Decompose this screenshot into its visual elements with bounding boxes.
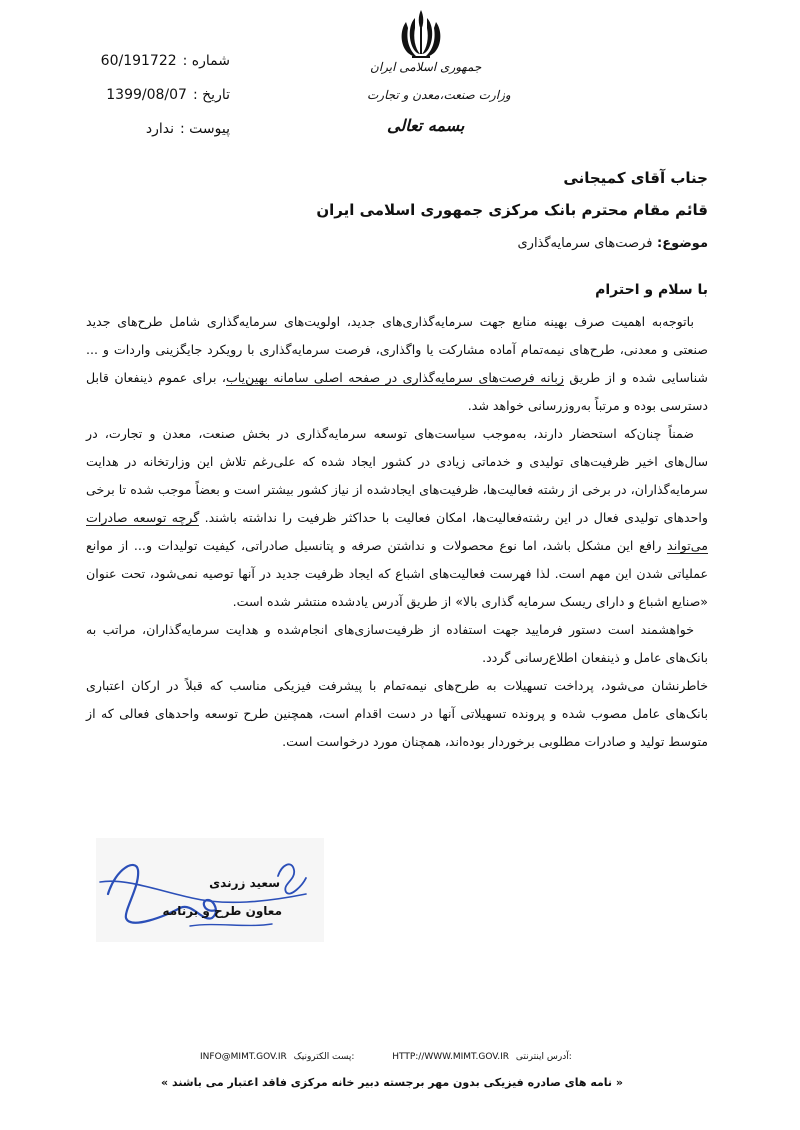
- footer-web-label: آدرس اینترنتی:: [515, 1052, 572, 1062]
- greeting: با سلام و احترام: [595, 282, 708, 298]
- signatory-title: معاون طرح و برنامه: [162, 904, 282, 918]
- signature-block: [96, 838, 324, 942]
- ministry-name: وزارت صنعت،معدن و تجارت: [367, 88, 511, 102]
- body-p1-text-b: ، برای عموم ذینفعان قابل دسترسی بوده و مرتباً به‌روزرسانی خواهد شد.: [86, 370, 708, 413]
- footer-email-label: پست الکترونیک:: [293, 1052, 355, 1062]
- body-p2-text-b: رافع این مشکل باشد، اما نوع محصولات و نداشتن صرفه و پتانسیل صادراتی، کیفیت تولیدات و... از موانع عملیاتی شدن این مهم است. لذا فهرست فعالیت‌های اشباع که ایجاد ظرفیت جدید در آنها توصیه نمی‌شود، تحت عنوان «صنایع اشباع و دارای ریسک سرمایه گذاری بالا» از طریق آدرس یادشده منتشر شده است.: [86, 538, 708, 609]
- signatory-name: سعید زرندی: [209, 876, 280, 890]
- subject-label: موضوع:: [657, 236, 708, 251]
- handwritten-signature-icon: [96, 838, 324, 942]
- subject-value: فرصت‌های سرمایه‌گذاری: [517, 236, 653, 251]
- subject-line: [517, 236, 708, 251]
- footer-notice: « نامه های صادره فیزیکی بدون مهر برجسته دبیر خانه مرکزی فاقد اعتبار می باشند »: [161, 1076, 623, 1089]
- letter-number-value: 60/191722: [100, 53, 177, 69]
- recipient-name: جناب آقای کمیجانی: [563, 169, 708, 187]
- letter-date-value: 1399/08/07: [106, 87, 187, 103]
- letter-attachment-label: پیوست :: [180, 121, 230, 137]
- footer-email-value: INFO@MIMT.GOV.IR: [200, 1052, 287, 1062]
- body-paragraph-4: خاطرنشان می‌شود، پرداخت تسهیلات به طرح‌های نیمه‌تمام با پیشرفت فیزیکی مناسب که قبلاً در ارکان اعتباری بانک‌های عامل مصوب شده و پرونده تسهیلاتی آنها در دست اقدام است، همچنین طرح توسعه واحدهای فعالی که از متوسط تولید و صادرات مطلوبی برخوردار بوده‌اند، همچنان مورد درخواست است.: [86, 678, 708, 749]
- letter-date-label: تاریخ :: [192, 87, 230, 103]
- body-paragraph-2: [86, 420, 708, 616]
- recipient-block: [316, 162, 708, 226]
- country-name: جمهوری اسلامی ایران: [370, 60, 482, 74]
- letter-attachment-row: [60, 112, 230, 146]
- letter-meta: [60, 44, 230, 146]
- letter-number-label: شماره :: [182, 53, 230, 69]
- body-paragraph-3: خواهشمند است دستور فرمایید جهت استفاده از ظرفیت‌سازی‌های انجام‌شده و هدایت سرمایه‌گذاران، مراتب به بانک‌های عامل و ذینفعان اطلاع‌رسانی گردد.: [86, 622, 708, 665]
- letter-number-row: [60, 44, 230, 78]
- body-paragraph-1: [86, 308, 708, 420]
- body-p2-text-a: ضمناً چنان‌که استحضار دارند، به‌موجب سیاست‌های توسعه سرمایه‌گذاری در بخش صنعت، معدن و تجارت، در سال‌های اخیر ظرفیت‌های تولیدی و خدماتی زیادی در کشور ایجاد شده که علی‌رغم تلاش این وزارتخانه در هدایت سرمایه‌گذاران، در برخی از رشته فعالیت‌ها، ظرفیت‌های ایجادشده از نیاز کشور بیشتر است و بعضاً موجب شده تا برخی واحدهای تولیدی فعال در این رشته‌فعالیت‌ها، امکان فعالیت با حداکثر ظرفیت را نداشته باشند.: [86, 426, 708, 525]
- footer-web-value: HTTP://WWW.MIMT.GOV.IR: [392, 1052, 510, 1062]
- letter-body: [86, 308, 708, 756]
- footer-contact: [200, 1052, 600, 1062]
- letter-attachment-value: ندارد: [145, 121, 174, 137]
- recipient-position: قائم مقام محترم بانک مرکزی جمهوری اسلامی ایران: [316, 201, 708, 219]
- body-p1-underlined: زبانه فرصت‌های سرمایه‌گذاری در صفحه اصلی سامانه بهین‌یاب: [225, 370, 564, 385]
- body-p1-text-a: باتوجه‌به اهمیت صرف بهینه منابع جهت سرمایه‌گذاری‌های جدید، اولویت‌های سرمایه‌گذاری شامل طرح‌های جدید صنعتی و معدنی، طرح‌های نیمه‌تمام آماده مشارکت یا واگذاری، فرصت سرمایه‌گذاری با رویکرد جایگزینی واردات و ... شناسایی شده و از طریق: [86, 314, 708, 385]
- iran-emblem-icon: [398, 8, 444, 60]
- bismillah-heading: بسمه تعالی: [387, 116, 465, 135]
- letter-date-row: [60, 78, 230, 112]
- body-p2-underlined: گرچه توسعه صادرات می‌تواند: [86, 510, 708, 553]
